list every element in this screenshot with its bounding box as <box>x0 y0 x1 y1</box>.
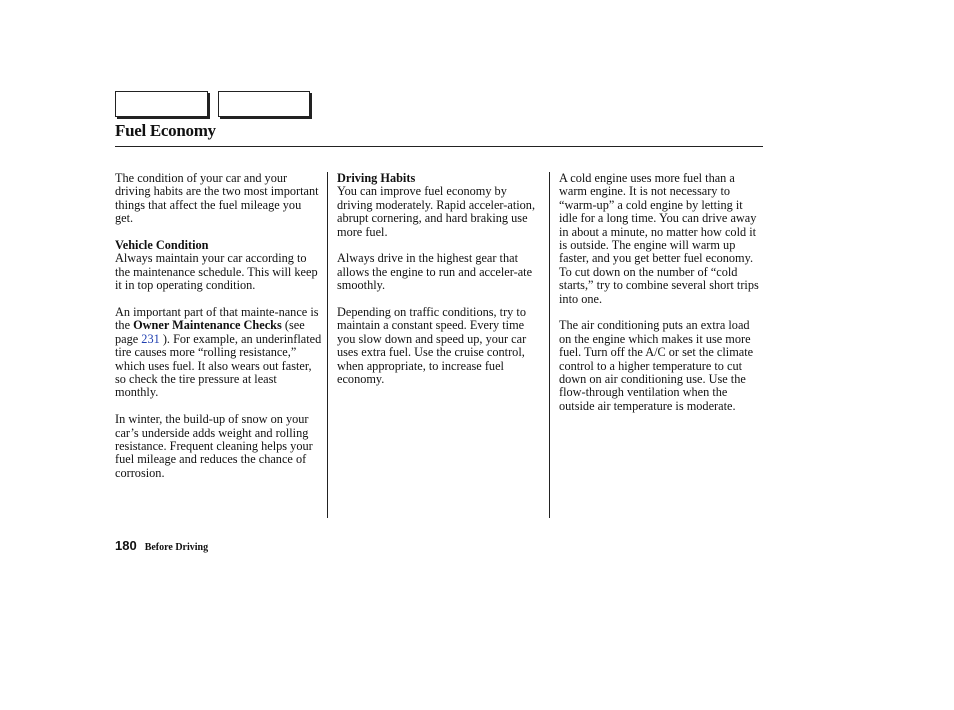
maintenance-text-post: ). For example, an underinflated tire causes more “rolling resistance,” which uses fuel. It also wears out faster, so check the tire pressure at least monthly. <box>115 331 322 400</box>
winter-paragraph: In winter, the build-up of snow on your car’s underside adds weight and rolling resistance. Frequent cleaning helps your fuel mileage and reduces the chance of corrosion. <box>115 412 313 480</box>
air-conditioning-paragraph: The air conditioning puts an extra load on the engine which makes it use more fuel. Turn off the A/C or set the climate control to a higher temperature to cut down on air conditioning use. Use the flow-through ventilation when the outside air temperature is moderate. <box>559 318 754 413</box>
column-3 <box>559 172 763 427</box>
maintenance-text-pre: An important part of that mainte-nance is the <box>115 305 319 333</box>
highest-gear-paragraph: Always drive in the highest gear that allows the engine to run and acceler-ate smoothly. <box>337 251 533 293</box>
constant-speed-paragraph: Depending on traffic conditions, try to maintain a constant speed. Every time you slow down and speed up, your car uses extra fuel. Use the cruise control, when appropriate, to increase fuel economy. <box>337 305 527 387</box>
vehicle-condition-heading: Vehicle Condition <box>115 238 209 253</box>
page-number: 180 <box>115 538 137 553</box>
intro-paragraph: The condition of your car and your driving habits are the two most important things that affect the fuel mileage you get. <box>115 171 319 226</box>
driving-habits-paragraph: You can improve fuel economy by driving moderately. Rapid acceler-ation, abrupt cornering, and hard braking use more fuel. <box>337 184 536 239</box>
nav-tabs <box>115 91 315 117</box>
owner-maintenance-checks-label: Owner Maintenance Checks <box>133 318 282 333</box>
column-divider-2 <box>549 172 550 518</box>
column-1 <box>115 172 322 494</box>
maintenance-paragraph <box>115 306 322 400</box>
cold-engine-paragraph: A cold engine uses more fuel than a warm engine. It is not necessary to “warm-up” a cold engine by letting it idle for a long time. You can drive away in about a minute, no matter how cold it is outside. The engine will warm up faster, and you get better fuel economy. To cut down on the number of “cold starts,” try to combine several short trips into one. <box>559 171 759 306</box>
nav-tab-1[interactable] <box>115 91 208 117</box>
section-name: Before Driving <box>144 542 209 553</box>
title-rule <box>115 146 763 147</box>
page-title: Fuel Economy <box>115 121 216 140</box>
driving-habits-heading: Driving Habits <box>337 171 416 185</box>
nav-tab-2[interactable] <box>218 91 310 117</box>
vehicle-condition-paragraph: Always maintain your car according to the maintenance schedule. This will keep it in top operating condition. <box>115 251 318 293</box>
column-divider-1 <box>327 172 328 518</box>
maintenance-text-mid: (see page <box>115 318 305 346</box>
page-footer <box>115 537 208 555</box>
column-2 <box>337 172 542 400</box>
page-231-link[interactable]: 231 <box>141 331 160 346</box>
